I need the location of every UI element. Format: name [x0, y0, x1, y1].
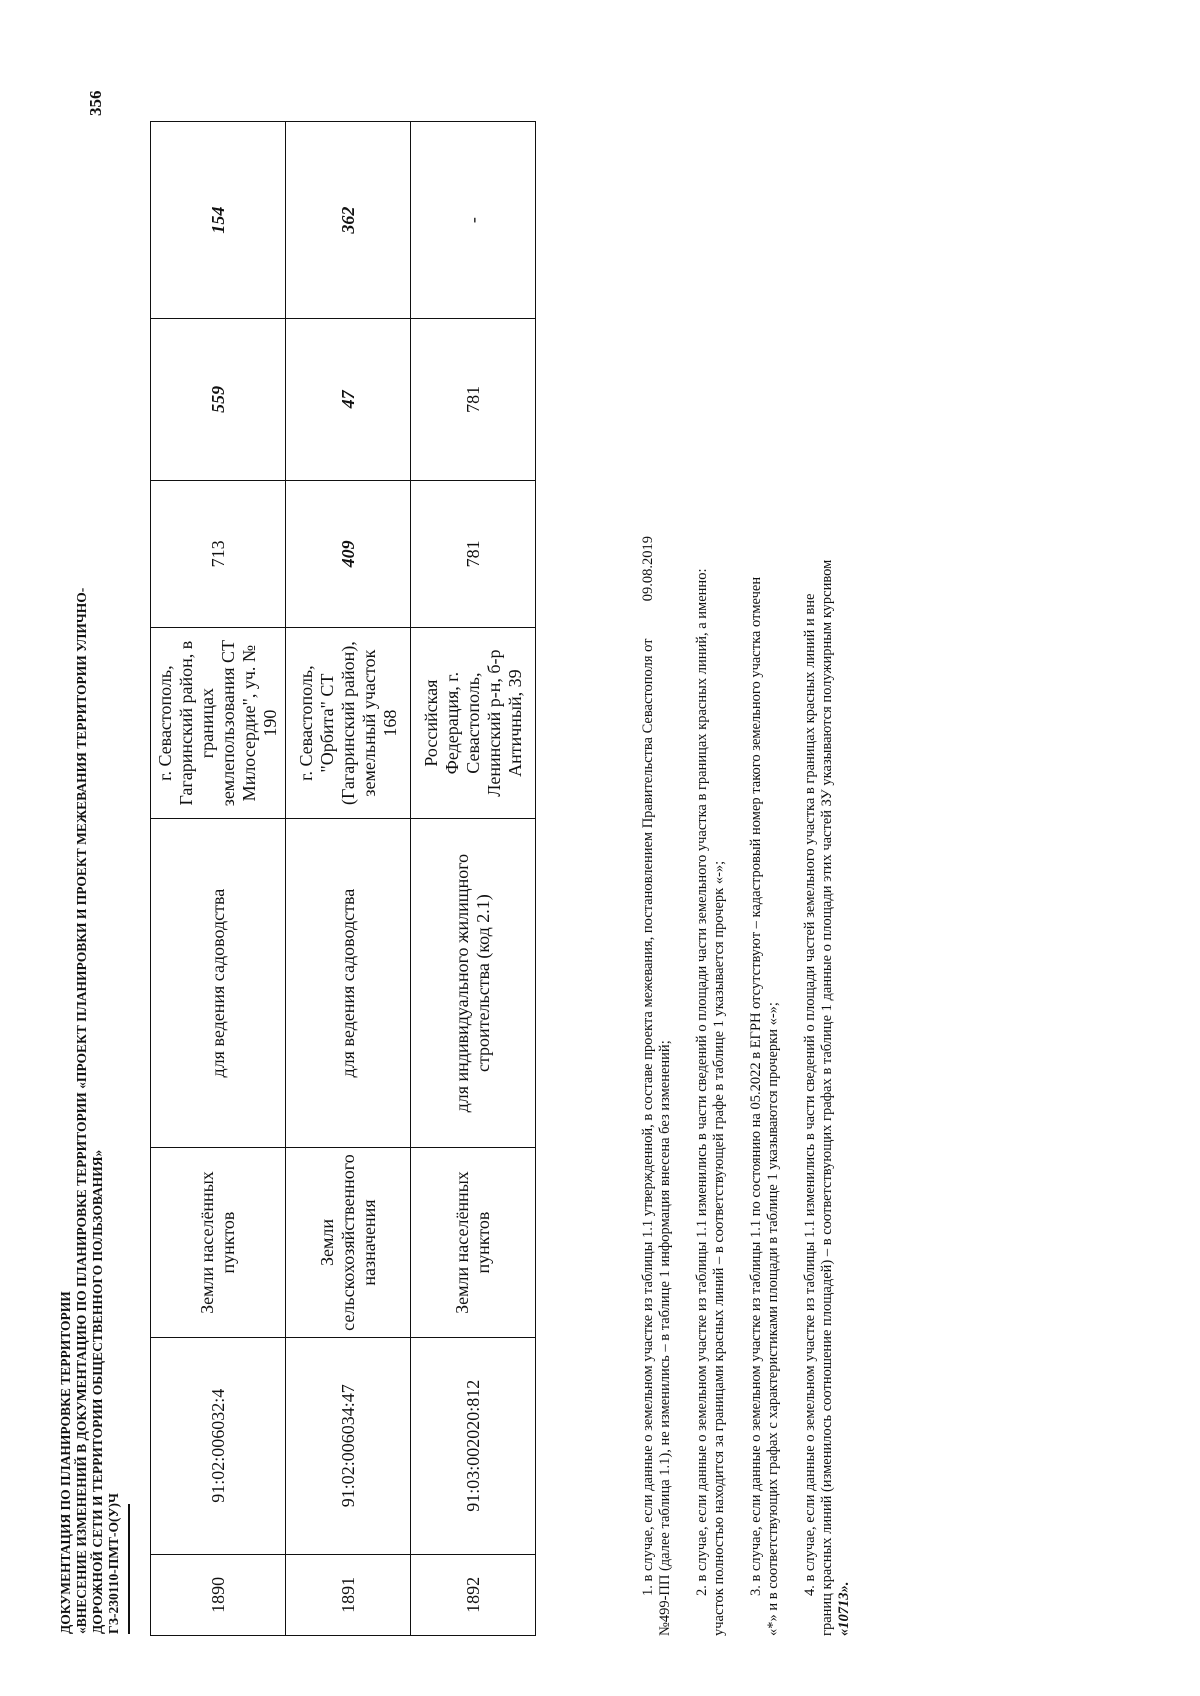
note-2 — [694, 116, 728, 1636]
table-row — [151, 122, 286, 1636]
cell-area3: - — [411, 122, 536, 319]
note-1-cont: №499-ПП (далее таблица 1.1), не изменились – в таблице 1 информация внесена без изменений; — [657, 1040, 673, 1636]
cell-use: для ведения садоводства — [286, 818, 411, 1147]
table-row — [411, 122, 536, 1636]
note-1-text: 1. в случае, если данные о земельном участке из таблицы 1.1 утвержденной, в составе проекта межевания, постановлением Правительства Севастополя от — [640, 638, 656, 1596]
header-rule — [128, 1504, 130, 1634]
cell-address: Российская Федерация, г. Севастополь, Ленинский р-н, б-р Античный, 39 — [411, 628, 536, 819]
document-header — [58, 434, 122, 1634]
cell-category: Земли населённых пунктов — [151, 1148, 286, 1338]
note-4-text: 4. в случае, если данные о земельном участке из таблицы 1.1 изменились в части сведений о площади частей земельного участка в границах красных линий и вне — [802, 593, 818, 1596]
cell-area3: 154 — [151, 122, 286, 319]
note-4-example: «10713». — [836, 1581, 852, 1636]
table-row — [286, 122, 411, 1636]
cell-category: Земли населённых пунктов — [411, 1148, 536, 1338]
cell-cadastral: 91:03:002020:812 — [411, 1337, 536, 1554]
cell-area1: 781 — [411, 480, 536, 628]
note-1 — [640, 116, 674, 1636]
cell-address: г. Севастополь, Гагаринский район, в границах землепользования СТ Милосердие", уч. № 190 — [151, 628, 286, 819]
cell-area1: 713 — [151, 480, 286, 628]
cell-address: г. Севастополь, "Орбита" СТ (Гагаринский район), земельный участок 168 — [286, 628, 411, 819]
cell-area3: 362 — [286, 122, 411, 319]
header-line-2: «ВНЕСЕНИЕ ИЗМЕНЕНИЙ В ДОКУМЕНТАЦИЮ ПО ПЛАНИРОВКЕ ТЕРРИТОРИИ «ПРОЕКТ ПЛАНИРОВКИ И ПРОЕКТ МЕЖЕВАНИЯ ТЕРРИТОРИИ УЛИЧНО- — [74, 587, 89, 1634]
page-number: 356 — [86, 90, 105, 116]
note-3 — [748, 116, 782, 1636]
note-3-text: 3. в случае, если данные о земельном участке из таблицы 1.1 по состоянию на 05.2022 в ЕГРН отсутствуют – кадастровый номер такого земельного участка отмечен — [748, 576, 764, 1596]
note-1-date: 09.08.2019 — [640, 535, 656, 602]
cell-num: 1892 — [411, 1554, 536, 1635]
cell-area2: 781 — [411, 319, 536, 480]
cell-cadastral: 91:02:006032:4 — [151, 1337, 286, 1554]
header-line-3: ДОРОЖНОЙ СЕТИ И ТЕРРИТОРИИ ОБЩЕСТВЕННОГО ПОЛЬЗОВАНИЯ» — [90, 1149, 105, 1634]
note-3-cont: «*» и в соответствующих графах с характеристиками площади в таблице 1 указываются прочерки «-»; — [765, 1002, 781, 1636]
cell-area2: 47 — [286, 319, 411, 480]
header-line-1: ДОКУМЕНТАЦИЯ ПО ПЛАНИРОВКЕ ТЕРРИТОРИИ — [58, 1291, 73, 1634]
note-2-cont: участок полностью находится за границами красных линий – в соответствующей графе в таблице 1 указывается прочерк «-»; — [711, 860, 727, 1636]
header-line-4: ГЗ-230110-ПМТ-О(У)Ч — [106, 1493, 121, 1634]
note-4 — [802, 116, 853, 1636]
cell-category: Земли сельскохозяйственного назначения — [286, 1148, 411, 1338]
cell-cadastral: 91:02:006034:47 — [286, 1337, 411, 1554]
parcel-table — [150, 121, 536, 1636]
cell-area1: 409 — [286, 480, 411, 628]
cell-num: 1890 — [151, 1554, 286, 1635]
cell-use: для индивидуального жилищного строительства (код 2.1) — [411, 818, 536, 1147]
cell-area2: 559 — [151, 319, 286, 480]
note-4-cont: границ красных линий (изменилось соотношение площадей) – в соответствующих графах в таблице 1 данные о площади этих частей ЗУ указываются полужирным курсивом — [819, 559, 835, 1636]
cell-use: для ведения садоводства — [151, 818, 286, 1147]
footnotes — [640, 116, 873, 1636]
cell-num: 1891 — [286, 1554, 411, 1635]
note-2-text: 2. в случае, если данные о земельном участке из таблицы 1.1 изменились в части сведений о площади части земельного участка в границах красных линий, а именно: — [694, 568, 710, 1596]
